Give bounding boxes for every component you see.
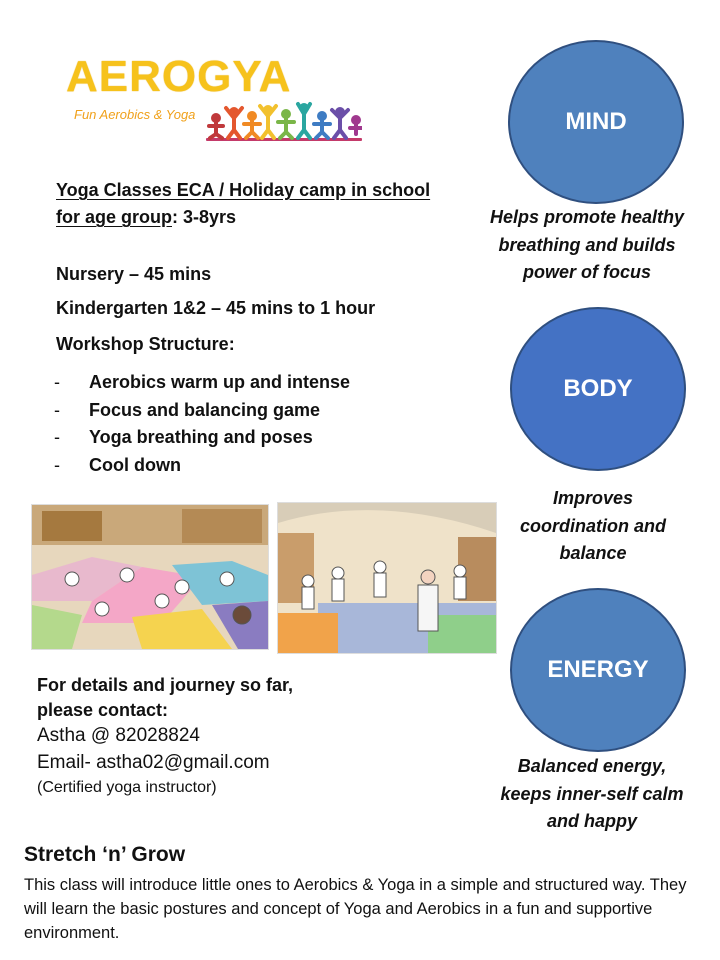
mind-circle [508,40,684,204]
caption-line: power of focus [522,262,651,282]
duration-nursery: Nursery – 45 mins [56,264,212,284]
body-caption [478,485,708,568]
caption-line: Helps promote healthy [489,207,685,227]
yoga-figures-logo-art [206,100,362,146]
bullet-dash: - [54,372,60,392]
list-item [54,400,350,428]
caption-line: balance [559,543,627,563]
body-circle [510,307,686,471]
workshop-list [54,372,350,482]
mind-label: MIND [565,108,627,135]
contact-phone[interactable]: Astha @ 82028824 [37,725,200,746]
list-item-text: Aerobics warm up and intense [89,372,351,392]
workshop-heading: Workshop Structure: [56,334,235,354]
logo-tagline: Fun Aerobics & Yoga [74,107,196,122]
energy-label: ENERGY [547,656,649,683]
list-item-text: Yoga breathing and poses [89,427,313,447]
caption-line: breathing and builds [498,234,676,255]
class-photo-1 [31,504,269,650]
list-item-text: Cool down [89,454,181,475]
duration-kindergarten: Kindergarten 1&2 – 45 mins to 1 hour [56,298,376,318]
classes-title-line1 [56,180,430,201]
contact-email[interactable]: Email- astha02@gmail.com [37,752,270,773]
classes-title-line2 [56,207,236,228]
logo-wordmark: AEROGYA [66,52,292,101]
contact-line1: For details and journey so far, [37,675,294,695]
mind-caption [472,204,702,287]
caption-line: Improves [552,488,634,508]
classes-title-text: Yoga Classes ECA / Holiday camp in school [56,180,431,200]
list-item [54,455,350,483]
energy-circle [510,588,686,752]
age-group-value: : 3-8yrs [172,207,237,227]
caption-line: keeps inner-self calm [500,783,684,804]
contact-line2: please contact: [37,700,169,720]
bullet-dash: - [54,454,60,475]
list-item [54,372,350,400]
age-group-label: for age group [56,207,172,227]
bullet-dash: - [54,399,60,420]
bullet-dash: - [54,427,60,447]
instructor-note: (Certified yoga instructor) [37,779,217,796]
stretch-description: This class will introduce little ones to Aerobics & Yoga in a simple and structured way. They will learn the basic postures and concept of Yoga and Aerobics in a fun and supportive environment. [24,876,687,942]
list-item-text: Focus and balancing game [89,399,321,420]
class-photo-2 [277,502,497,654]
caption-line: and happy [546,811,637,831]
list-item [54,427,350,455]
energy-caption [477,753,707,836]
body-label: BODY [563,375,633,402]
stretch-title: Stretch ‘n’ Grow [24,843,186,866]
caption-line: Balanced energy, [517,756,667,776]
classroom-photo-illustration [278,503,496,653]
caption-line: coordination and [520,515,666,536]
classroom-photo-illustration [32,505,268,649]
